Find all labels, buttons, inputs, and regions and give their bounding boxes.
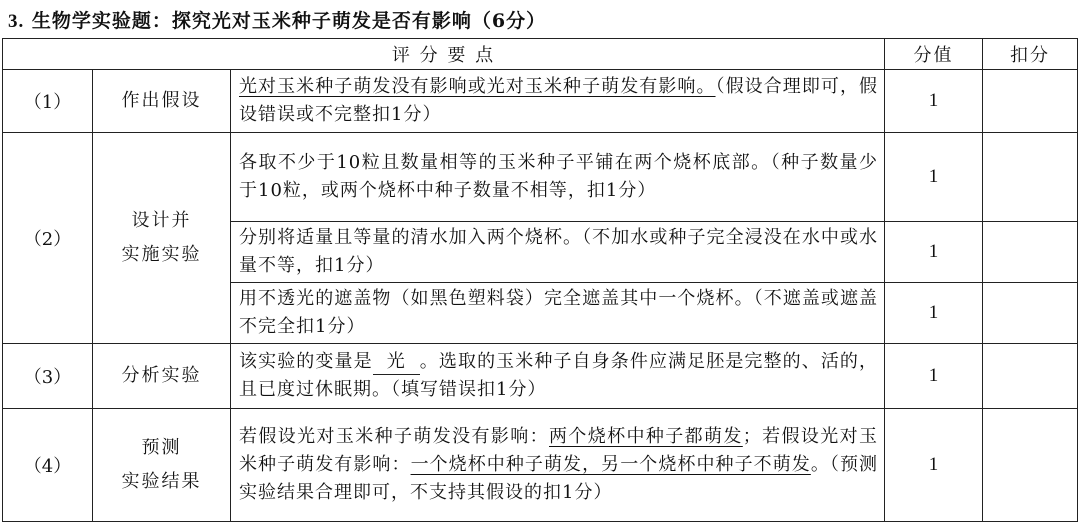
row-deduction-cell[interactable] (983, 70, 1078, 133)
hypothesis-answer: 光对玉米种子萌发没有影响或光对玉米种子萌发有影响。 (239, 76, 716, 97)
header-criteria: 评 分 要 点 (3, 39, 885, 70)
prediction-2-prefix: 若假设光对玉米种子萌发有影响： (239, 426, 879, 475)
row-category (93, 409, 231, 522)
row-criteria (231, 70, 885, 133)
row-score: 1 (885, 70, 983, 133)
prediction-2-answer: 一个烧杯中种子萌发，另一个烧杯中种子不萌发 (410, 454, 811, 475)
row-score: 1 (885, 409, 983, 522)
variable-prefix: 该实验的变量是 (239, 351, 373, 372)
row-criteria (231, 344, 885, 409)
question-title-text: 生物学实验题：探究光对玉米种子萌发是否有影响（6分） (31, 10, 547, 32)
question-title (8, 6, 546, 33)
category-line-1: 预测 (141, 437, 182, 458)
row-deduction-cell[interactable] (983, 133, 1078, 222)
prediction-1-answer: 两个烧杯中种子都萌发 (549, 426, 743, 447)
variable-answer: 光 (373, 350, 420, 375)
row-score: 1 (885, 283, 983, 344)
table-row (3, 344, 1078, 409)
row-category: 作出假设 (93, 70, 231, 133)
row-number: （1） (3, 70, 93, 133)
category-line-1: 设计并 (131, 210, 192, 231)
header-score: 分值 (885, 39, 983, 70)
header-row (3, 39, 1078, 70)
row-score: 1 (885, 344, 983, 409)
row-criteria: 用不透光的遮盖物（如黑色塑料袋）完全遮盖其中一个烧杯。（不遮盖或遮盖不完全扣1分） (231, 283, 885, 344)
variable-rest: 。选取的玉米种子自身条件应满足胚是完整的、活的，且已度过休眠期。（填写错误扣1分） (239, 351, 879, 400)
row-score: 1 (885, 222, 983, 283)
row-category: 分析实验 (93, 344, 231, 409)
question-number: 3. (8, 11, 25, 32)
category-line-2: 实施实验 (121, 244, 202, 265)
row-deduction-cell[interactable] (983, 409, 1078, 522)
row-criteria: 各取不少于10粒且数量相等的玉米种子平铺在两个烧杯底部。（种子数量少于10粒，或两个烧杯中种子数量不相等，扣1分） (231, 133, 885, 222)
row-deduction-cell[interactable] (983, 283, 1078, 344)
table-row (3, 133, 1078, 222)
row-number: （3） (3, 344, 93, 409)
row-category (93, 133, 231, 344)
prediction-1-end: ； (742, 426, 762, 447)
row-criteria: 分别将适量且等量的清水加入两个烧杯。（不加水或种子完全浸没在水中或水量不等，扣1分） (231, 222, 885, 283)
row-deduction-cell[interactable] (983, 344, 1078, 409)
header-deduction: 扣分 (983, 39, 1078, 70)
hypothesis-note: （假设合理即可，假设错误或不完整扣1分） (239, 76, 879, 125)
row-deduction-cell[interactable] (983, 222, 1078, 283)
row-number: （4） (3, 409, 93, 522)
prediction-2-end: 。（预测实验结果合理即可，不支持其假设的扣1分） (239, 454, 879, 503)
category-line-2: 实验结果 (121, 471, 202, 492)
table-row (3, 409, 1078, 522)
table-row (3, 70, 1078, 133)
row-number: （2） (3, 133, 93, 344)
prediction-1-prefix: 若假设光对玉米种子萌发没有影响： (239, 426, 550, 447)
row-criteria (231, 409, 885, 522)
row-score: 1 (885, 133, 983, 222)
scoring-table (2, 38, 1078, 522)
